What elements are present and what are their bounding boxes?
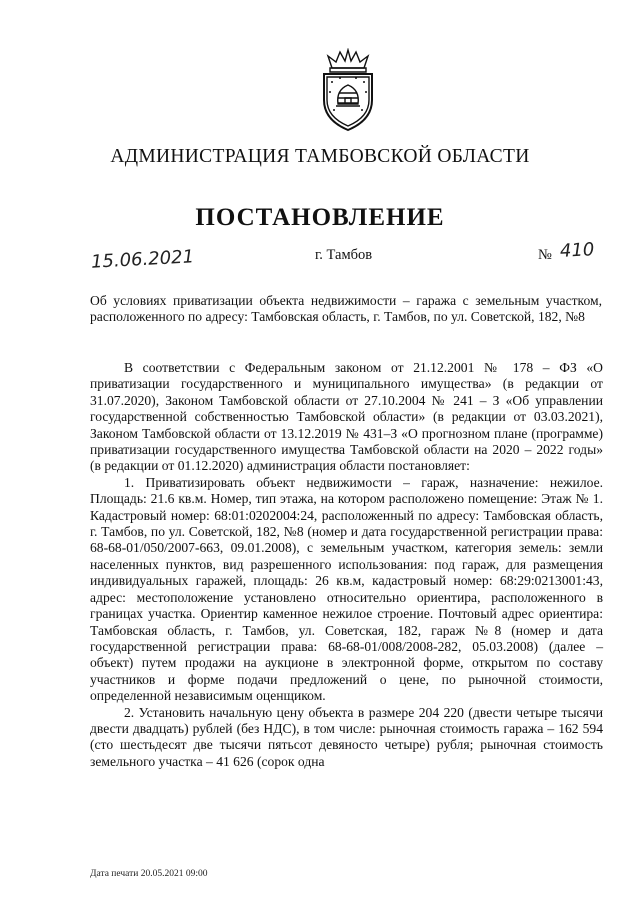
document-number-label: №	[538, 247, 552, 263]
preamble-paragraph: В соответствии с Федеральным законом от 21.12.2001 № 178 – ФЗ «О приватизации государственного и муниципального имущества» (в редакции от 31.07.2020), Законом Тамбовской области от 27.10.2004 № 241 – З «Об управлении государственной собственностью Тамбовской области» (в редакции от 03.03.2021), Законом Тамбовской области от 13.12.2019 № 431–З «О прогнозном плане (программе) приватизации государственного имущества Тамбовской области на 2020 – 2022 годы» (в редакции от 01.12.2020) администрация области постановляет:	[90, 360, 603, 474]
clause-1-paragraph: 1. Приватизировать объект недвижимости – гараж, назначение: нежилое. Площадь: 21.6 кв.м. Номер, тип этажа, на котором расположено помещение: Этаж № 1. Кадастровый номер: 68:01:0202004:24, расположенный по адресу: Тамбовская область, г. Тамбов, по ул. Советской, 182, №8 (номер и дата государственной регистрации права: 68-68-01/050/2007-663, 09.01.2008), с земельным участком, категория земель: земли населенных пунктов, вид разрешенного использования: под гараж, для размещения индивидуальных гаражей, площадь: 26 кв.м, кадастровый номер: 68:29:0213001:43, адрес: местоположение установлено относительно ориентира, расположенного в границах участка. Ориентир каменное нежилое строение. Почтовый адрес ориентира: Тамбовская область, г. Тамбов, ул. Советская, 182, гараж №8 (номер и дата государственной регистрации права: 68-68-01/008/2008-282, 05.03.2008) (далее – объект) путем продажи на аукционе в электронной форме, открытом по составу участников и форме подачи предложений о цене, по рыночной стоимости, определенной независимым оценщиком.	[90, 474, 603, 704]
coat-of-arms-icon	[316, 48, 380, 134]
document-body	[90, 360, 603, 770]
document-type-title: ПОСТАНОВЛЕНИЕ	[195, 204, 445, 231]
clause-2-paragraph: 2. Установить начальную цену объекта в размере 204 220 (двести четыре тысячи двести двадцать) рублей (без НДС), в том числе: рыночная стоимость гаража – 162 594 (сто шестьдесят две тысячи пятьсот девяносто четыре) рубля; рыночная стоимость земельного участка – 41 626 (сорок одна	[90, 704, 603, 769]
document-number: 410	[559, 239, 595, 262]
document-subject: Об условиях приватизации объекта недвижимости – гаража с земельным участком, расположенного по адресу: Тамбовская область, г. Тамбов, по ул. Советской, 182, №8	[90, 293, 602, 324]
document-city: г. Тамбов	[315, 247, 373, 263]
organization-name: АДМИНИСТРАЦИЯ ТАМБОВСКОЙ ОБЛАСТИ	[110, 146, 530, 167]
print-date-footer: Дата печати 20.05.2021 09:00	[90, 869, 208, 879]
document-date: 15.06.2021	[90, 246, 195, 273]
